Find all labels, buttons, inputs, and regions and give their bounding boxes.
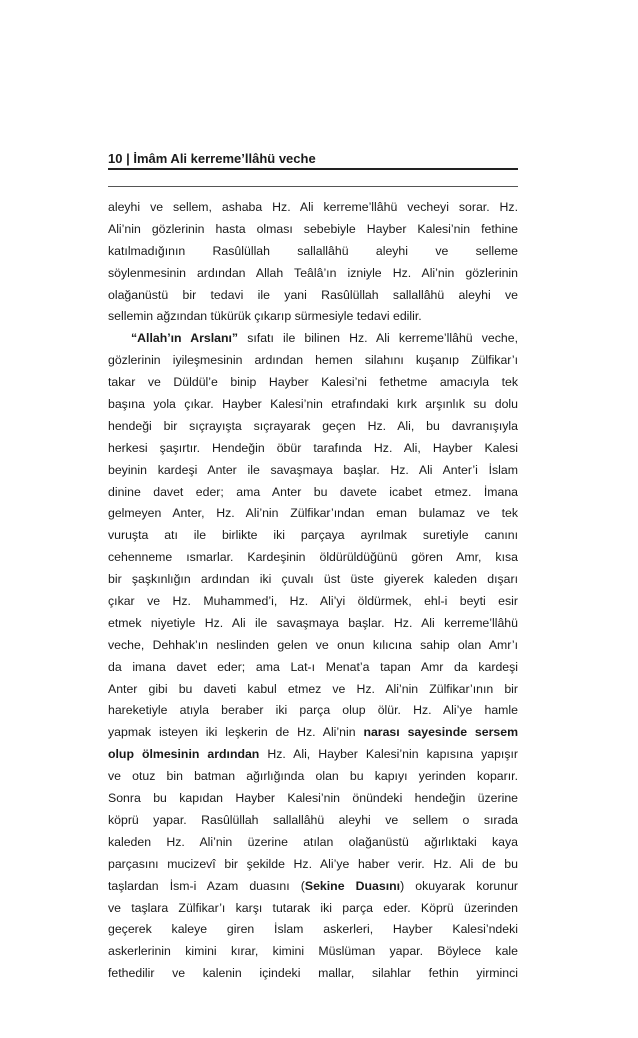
line-text: hendeği bir sıçrayışta sıçrayarak geçen Hz. Ali, bu davranışıyla [108,418,518,433]
body-text [108,197,518,985]
text-line [108,241,518,263]
page-number: 10 [108,151,123,166]
text-line [108,679,518,701]
bold-phrase: Sekine Duasını [304,878,401,893]
line-text: takar ve Düldül’e binip Hayber Kalesi’ni fethetme amacıyla tek [108,375,518,390]
text-line [108,810,518,832]
line-text: geçerek kaleye giren İslam askerleri, Hayber Kalesi’ndeki [108,922,518,937]
text-line [108,919,518,941]
running-header [108,151,518,167]
line-text: söylenmesinin ardından Allah Teâlâ’ın izniyle Hz. Ali’nin gözlerinin [108,265,518,280]
text-line [108,285,518,307]
line-text: çıkar ve Hz. Muhammed’i, Hz. Ali’yi öldürmek, ehl-i beyti esir [108,594,518,609]
line-text: Anter gibi bu daveti kabul etmez ve Hz. Ali’nin Zülfikar’ının bir [108,681,518,696]
line-text: aleyhi ve sellem, ashaba Hz. Ali kerreme’llâhü vecheyi sorar. Hz. [108,200,518,214]
line-text: dinine davet eder; ama Anter bu davete icabet etmez. İmana [108,484,518,499]
text-line [108,766,518,788]
line-text: bir şaşkınlığın ardından iki çuvalı üst üste giyerek kaleden dışarı [108,572,518,587]
line-text: fethedilir ve kalenin içindeki mallar, silahlar fethin yirminci [108,966,518,981]
text-line [108,263,518,285]
text-line [108,744,518,766]
text-line [108,547,518,569]
bold-phrase: narası sayesinde sersem [363,725,518,740]
text-line [108,613,518,635]
text-line [108,854,518,876]
header-rule-top [108,168,518,170]
line-text: parçasını mucizevî bir şekilde Hz. Ali’ye haber verir. Hz. Ali de bu [108,856,518,871]
header-rule-bottom [108,186,518,187]
text-line [108,197,518,219]
text-line [108,657,518,679]
text-line [108,394,518,416]
line-text: etmek niyetiyle Hz. Ali ile savaşmaya başlar. Hz. Ali kerreme’llâhü [108,615,518,630]
line-text: ) okuyarak korunur [400,878,518,893]
line-text: Hz. Ali, Hayber Kalesi’nin kapısına yapışır [259,747,518,762]
text-line [108,503,518,525]
line-text: olağanüstü bir tedavi ile yani Rasûlüllah sallallâhü aleyhi ve [108,287,518,302]
text-line [108,306,518,328]
line-text: başına yola çıkar. Hayber Kalesi’nin etrafındaki kırk arşınlık su dolu [108,397,518,412]
line-text: Ali’nin gözlerinin hasta olması sebebiyle Hayber Kalesi’nin fethine [108,221,518,236]
text-line [108,722,518,744]
text-line [108,898,518,920]
text-line [108,832,518,854]
bold-phrase: “Allah’ın Arslanı” [131,331,239,346]
line-text: sıfatı ile bilinen Hz. Ali kerreme’llâhü veche, [238,331,518,346]
text-line [108,482,518,504]
text-line [108,591,518,613]
text-line [108,963,518,985]
line-text: herkesi şaşırtır. Hendeğin öbür tarafında Hz. Ali, Hayber Kalesi [108,440,518,455]
text-line [108,788,518,810]
text-line [108,460,518,482]
line-text: vuruşta atı ile birlikte iki parçaya ayrılmak suretiyle canını [108,528,518,543]
line-text: veche, Dehhak’ın neslinden gelen ve onun kılıcına sahip olan Amr’ı [108,637,518,652]
line-text: kaleden Hz. Ali’nin üzerine atılan olağanüstü ağırlıktaki kaya [108,834,518,849]
line-text: hareketiyle atıyla beraber iki parça olup ölür. Hz. Ali’ye hamle [108,703,518,718]
text-line [108,941,518,963]
header-title: İmâm Ali kerreme’llâhü veche [133,151,316,166]
line-text: ve otuz bin batman ağırlığında olan bu kapıyı yerinden koparır. [108,769,518,784]
text-line [108,328,518,350]
text-line [108,876,518,898]
text-line [108,525,518,547]
line-text: köprü yapar. Rasûlüllah sallallâhü aleyhi ve sellem o sırada [108,812,518,827]
line-text: yapmak isteyen iki leşkerin de Hz. Ali’nin [108,725,364,740]
text-line [108,350,518,372]
line-text: beyinin kardeşi Anter ile savaşmaya başlar. Hz. Ali Anter’i İslam [108,462,518,477]
line-text: Sonra bu kapıdan Hayber Kalesi’nin önündeki hendeğin üzerine [108,791,518,806]
text-line [108,635,518,657]
line-text: askerlerinin kimini kırar, kimini Müslüman yapar. Böylece kale [108,944,518,959]
bold-phrase: olup ölmesinin ardından [108,747,260,762]
line-text: sellemin ağzından tükürük çıkarıp sürmesiyle tedavi edilir. [108,309,422,324]
text-line [108,416,518,438]
text-line [108,372,518,394]
line-text: ve taşlara Zülfikar’ı karşı tutarak iki parça eder. Köprü üzerinden [108,900,518,915]
text-line [108,219,518,241]
line-text: cehenneme ısmarlar. Kardeşinin öldürüldüğünü gören Amr, kısa [108,550,518,565]
text-line [108,438,518,460]
line-text: gelmeyen Anter, Hz. Ali’nin Zülfikar’ından eman bulamaz ve tek [108,506,518,521]
line-text: taşlardan İsm-i Azam duasını ( [108,878,305,893]
line-text: gözlerinin iyileşmesinin ardından hemen silahını kuşanıp Zülfikar’ı [108,353,518,368]
header-separator: | [122,151,134,166]
line-text: katılmadığının Rasûlüllah sallallâhü aleyhi ve selleme [108,243,518,258]
text-line [108,569,518,591]
line-text: da imana davet eder; ama Lat-ı Menat’a tapan Amr da kardeşi [108,659,518,674]
text-line [108,700,518,722]
